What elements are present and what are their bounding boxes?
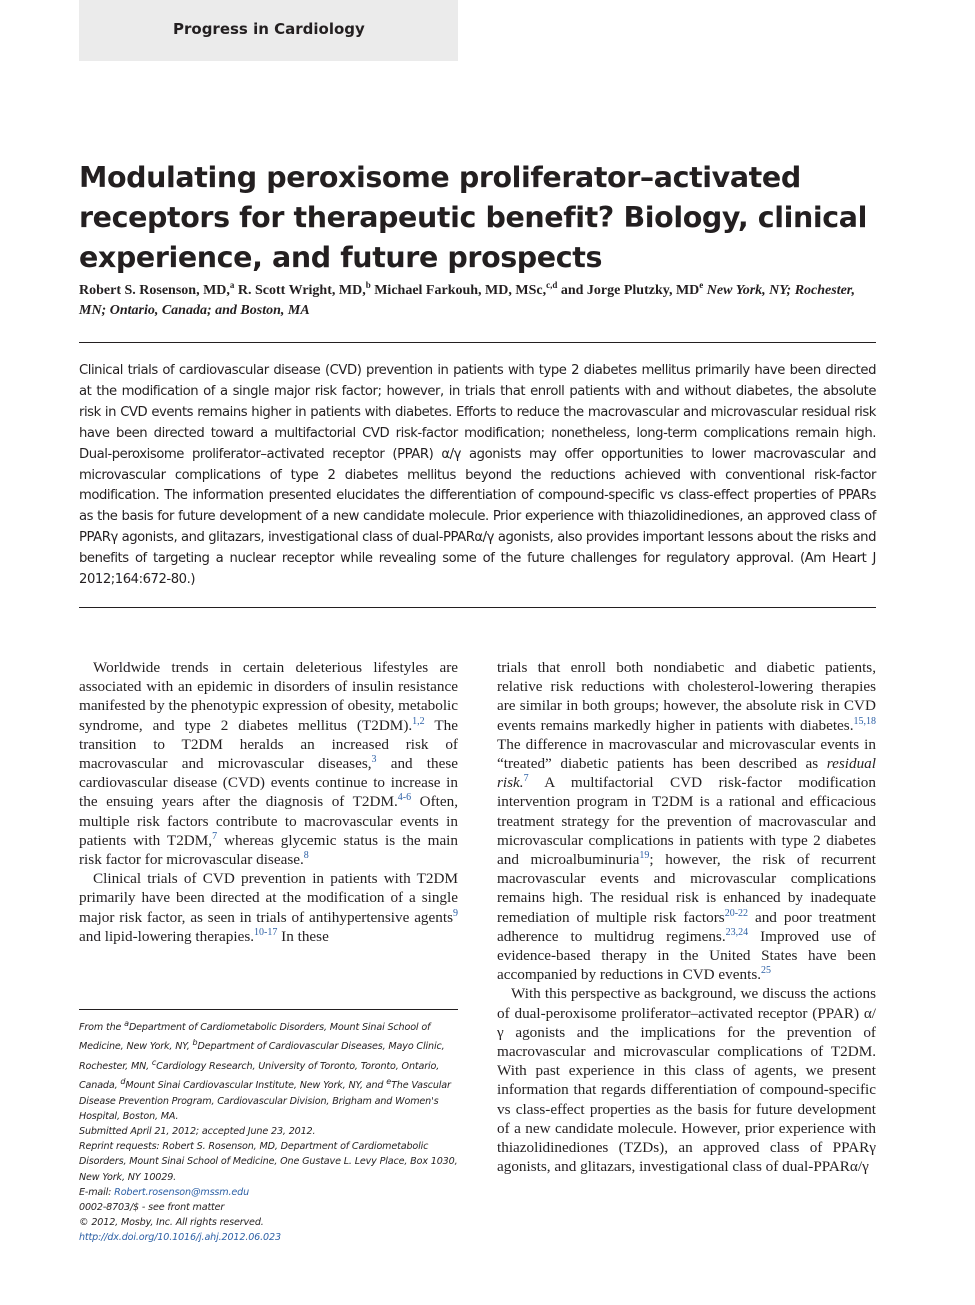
affiliations-note (79, 1016, 458, 1124)
body-text: Clinical trials of CVD prevention in patients with T2DM primarily have been directed at the modification of a single major risk factor, as seen in trials of antihypertensive agents (79, 870, 458, 926)
affiliation-prefix: From the (79, 1022, 125, 1034)
email-link[interactable]: Robert.rosenson@mssm.edu (114, 1186, 250, 1198)
footnotes (79, 1016, 458, 1246)
author-affiliation-sup: e (699, 280, 704, 290)
email-label: E-mail: (79, 1186, 115, 1198)
body-text: Often, multiple risk factors contribute to macrovascular events in patients with T2DM, (79, 793, 458, 849)
reprint-requests: Reprint requests: Robert S. Rosenson, MD, Department of Cardiometabolic Disorders, Mount Sinai School of Medicine, One Gustave L. Levy Place, Box 1030, New York, NY 10029. (79, 1141, 458, 1183)
submission-dates: Submitted April 21, 2012; accepted June 23, 2012. (79, 1125, 316, 1137)
citation-link[interactable]: 4-6 (397, 792, 412, 804)
author-list (79, 281, 879, 321)
author-locations: New York, NY; Rochester, MN; Ontario, Canada; and Boston, MA (79, 283, 855, 318)
citation-link[interactable]: 8 (303, 850, 309, 862)
affiliation-text: Cardiology Research, University of Toronto, Toronto, Ontario, Canada, (79, 1060, 440, 1092)
body-paragraph (497, 658, 876, 984)
section-label: Progress in Cardiology (173, 20, 365, 38)
affiliation-sup: a (124, 1019, 129, 1028)
copyright-line: © 2012, Mosby, Inc. All rights reserved. (79, 1217, 264, 1229)
section-header-tab (79, 0, 458, 61)
body-text: and poor treatment adherence to multidrug regimens. (497, 908, 876, 945)
citation-link[interactable]: 7 (523, 773, 529, 785)
citation-link[interactable]: 25 (761, 965, 772, 977)
body-emphasis: residual risk. (497, 755, 876, 792)
body-paragraph (79, 658, 458, 869)
author-name: Robert S. Rosenson, MD, (79, 283, 230, 298)
body-text: The difference in macrovascular and microvascular events in “treated” diabetic patients has been described as (497, 735, 876, 773)
abstract-text: Clinical trials of cardiovascular disease (CVD) prevention in patients with type 2 diabetes mellitus primarily have been directed at the modification of a single major risk factor; however, in trials that enroll patients with and without diabetes, the absolute risk in CVD events remains higher in patients with diabetes. Efforts to reduce the macrovascular and microvascular residual risk have been directed toward a multifactorial CVD risk-factor modification; nonetheless, long-term complications remain high. Dual-peroxisome proliferator–activated receptor (PPAR) α/γ agonists may offer opportunities to lower macrovascular and microvascular complications of type 2 diabetes mellitus beyond the reductions achieved with conventional risk-factor modification. The information presented elucidates the differentiation of compound-specific vs class-effect properties of PPARs as the basis for future development of a new candidate molecule. Prior experience with thiazolidinediones, an approved class of PPARγ agonists, and glitazars, investigational class of dual-PPARα/γ agonists, also provides important lessons about the risks and benefits of targeting a nuclear receptor while revealing some of the future challenges for regulatory approval. (Am Heart J 2012;164:672-80.) (79, 363, 876, 588)
body-text: ; however, the risk of recurrent macrovascular events and microvascular complications remains high. The residual risk is enhanced by inadequate remediation of multiple risk factors (497, 851, 876, 926)
author-affiliation-sup: b (365, 280, 371, 290)
body-text: and these cardiovascular disease (CVD) events continue to increase in the ensuing years after the diagnosis of T2DM. (79, 755, 458, 811)
body-paragraph: With this perspective as background, we discuss the actions of dual-peroxisome proliferator–activated receptor (PPAR) α/γ agonists and the implications for the prevention of macrovascular and microvascular complications of T2DM. With past experience in this class of agents, we present information that regards differentiation of compound-specific vs class-effect properties as the basis for future development of a new candidate molecule. However, prior experience with thiazolidinediones (TZDs), an approved class of PPARγ agonists, and glitazars, investigational class of dual-PPARα/γ (497, 985, 876, 1176)
citation-link[interactable]: 20-22 (724, 907, 749, 919)
affiliation-text: Department of Cardiometabolic Disorders, Mount Sinai School of Medicine, New York, NY, (79, 1022, 431, 1053)
article-title: Modulating peroxisome proliferator–activated receptors for therapeutic benefit? Biology, clinical experience, and future prospects (79, 161, 867, 274)
email-line (79, 1185, 458, 1200)
abstract-bottom-rule (79, 607, 876, 608)
citation-link[interactable]: 19 (639, 850, 650, 862)
affiliation-sup: b (192, 1038, 198, 1048)
citation-link[interactable]: 10-17 (254, 926, 278, 938)
citation-link[interactable]: 15,18 (853, 715, 876, 727)
body-text: Improved use of evidence-based therapy in the United States have been accompanied by reductions in CVD events. (497, 927, 876, 984)
author-affiliation-sup: c,d (546, 280, 558, 290)
footnote-rule (79, 1009, 458, 1010)
body-text: whereas glycemic status is the main risk factor for microvascular disease. (79, 831, 458, 869)
body-text: The transition to T2DM heralds an increased risk of macrovascular and microvascular diseases, (79, 716, 458, 773)
affiliation-text: Department of Cardiovascular Diseases, Mayo Clinic, Rochester, MN, (79, 1041, 445, 1072)
body-text: and lipid-lowering therapies. (79, 927, 255, 945)
author-name: and Jorge Plutzky, MD (560, 283, 700, 298)
citation-link[interactable]: 9 (453, 907, 458, 919)
citation-link[interactable]: 3 (371, 754, 377, 766)
doi-link[interactable]: http://dx.doi.org/10.1016/j.ahj.2012.06.023 (79, 1232, 281, 1244)
affiliation-sup: e (386, 1077, 392, 1087)
issn-line: 0002-8703/$ - see front matter (79, 1201, 225, 1213)
affiliation-text: Mount Sinai Cardiovascular Institute, New York, NY, and (125, 1080, 387, 1092)
body-paragraph (79, 869, 458, 946)
author-name: R. Scott Wright, MD, (237, 283, 366, 298)
body-text: In these (277, 927, 329, 945)
body-text: trials that enroll both nondiabetic and diabetic patients, relative risk reductions with cholesterol-lowering therapies are similar in both groups; however, the absolute risk in CVD events remains markedly higher in patients with diabetes. (497, 659, 876, 734)
affiliation-sup: d (120, 1077, 126, 1087)
body-column-right (497, 658, 876, 1176)
body-column-left (79, 658, 458, 946)
body-text: A multifactorial CVD risk-factor modification intervention program in T2DM is a rational and efficacious treatment strategy for the prevention of macrovascular and microvascular complications in patients with type 2 diabetes and microalbuminuria (497, 774, 876, 869)
citation-link[interactable]: 7 (212, 830, 218, 842)
citation-link[interactable]: 23,24 (725, 926, 749, 938)
affiliation-text: The Vascular Disease Prevention Program, Cardiovascular Division, Brigham and Women's Hospital, Boston, MA. (79, 1080, 451, 1122)
abstract-top-rule (79, 342, 876, 343)
author-affiliation-sup: a (229, 280, 235, 290)
citation-link[interactable]: 1,2 (412, 715, 425, 727)
body-text: Worldwide trends in certain deleterious lifestyles are associated with an epidemic in disorders of insulin resistance manifested by the phenotypic expression of obesity, metabolic syndrome, and type 2 diabetes mellitus (T2DM). (79, 659, 458, 734)
affiliation-sup: c (151, 1057, 157, 1067)
author-name: Michael Farkouh, MD, MSc, (374, 283, 547, 298)
